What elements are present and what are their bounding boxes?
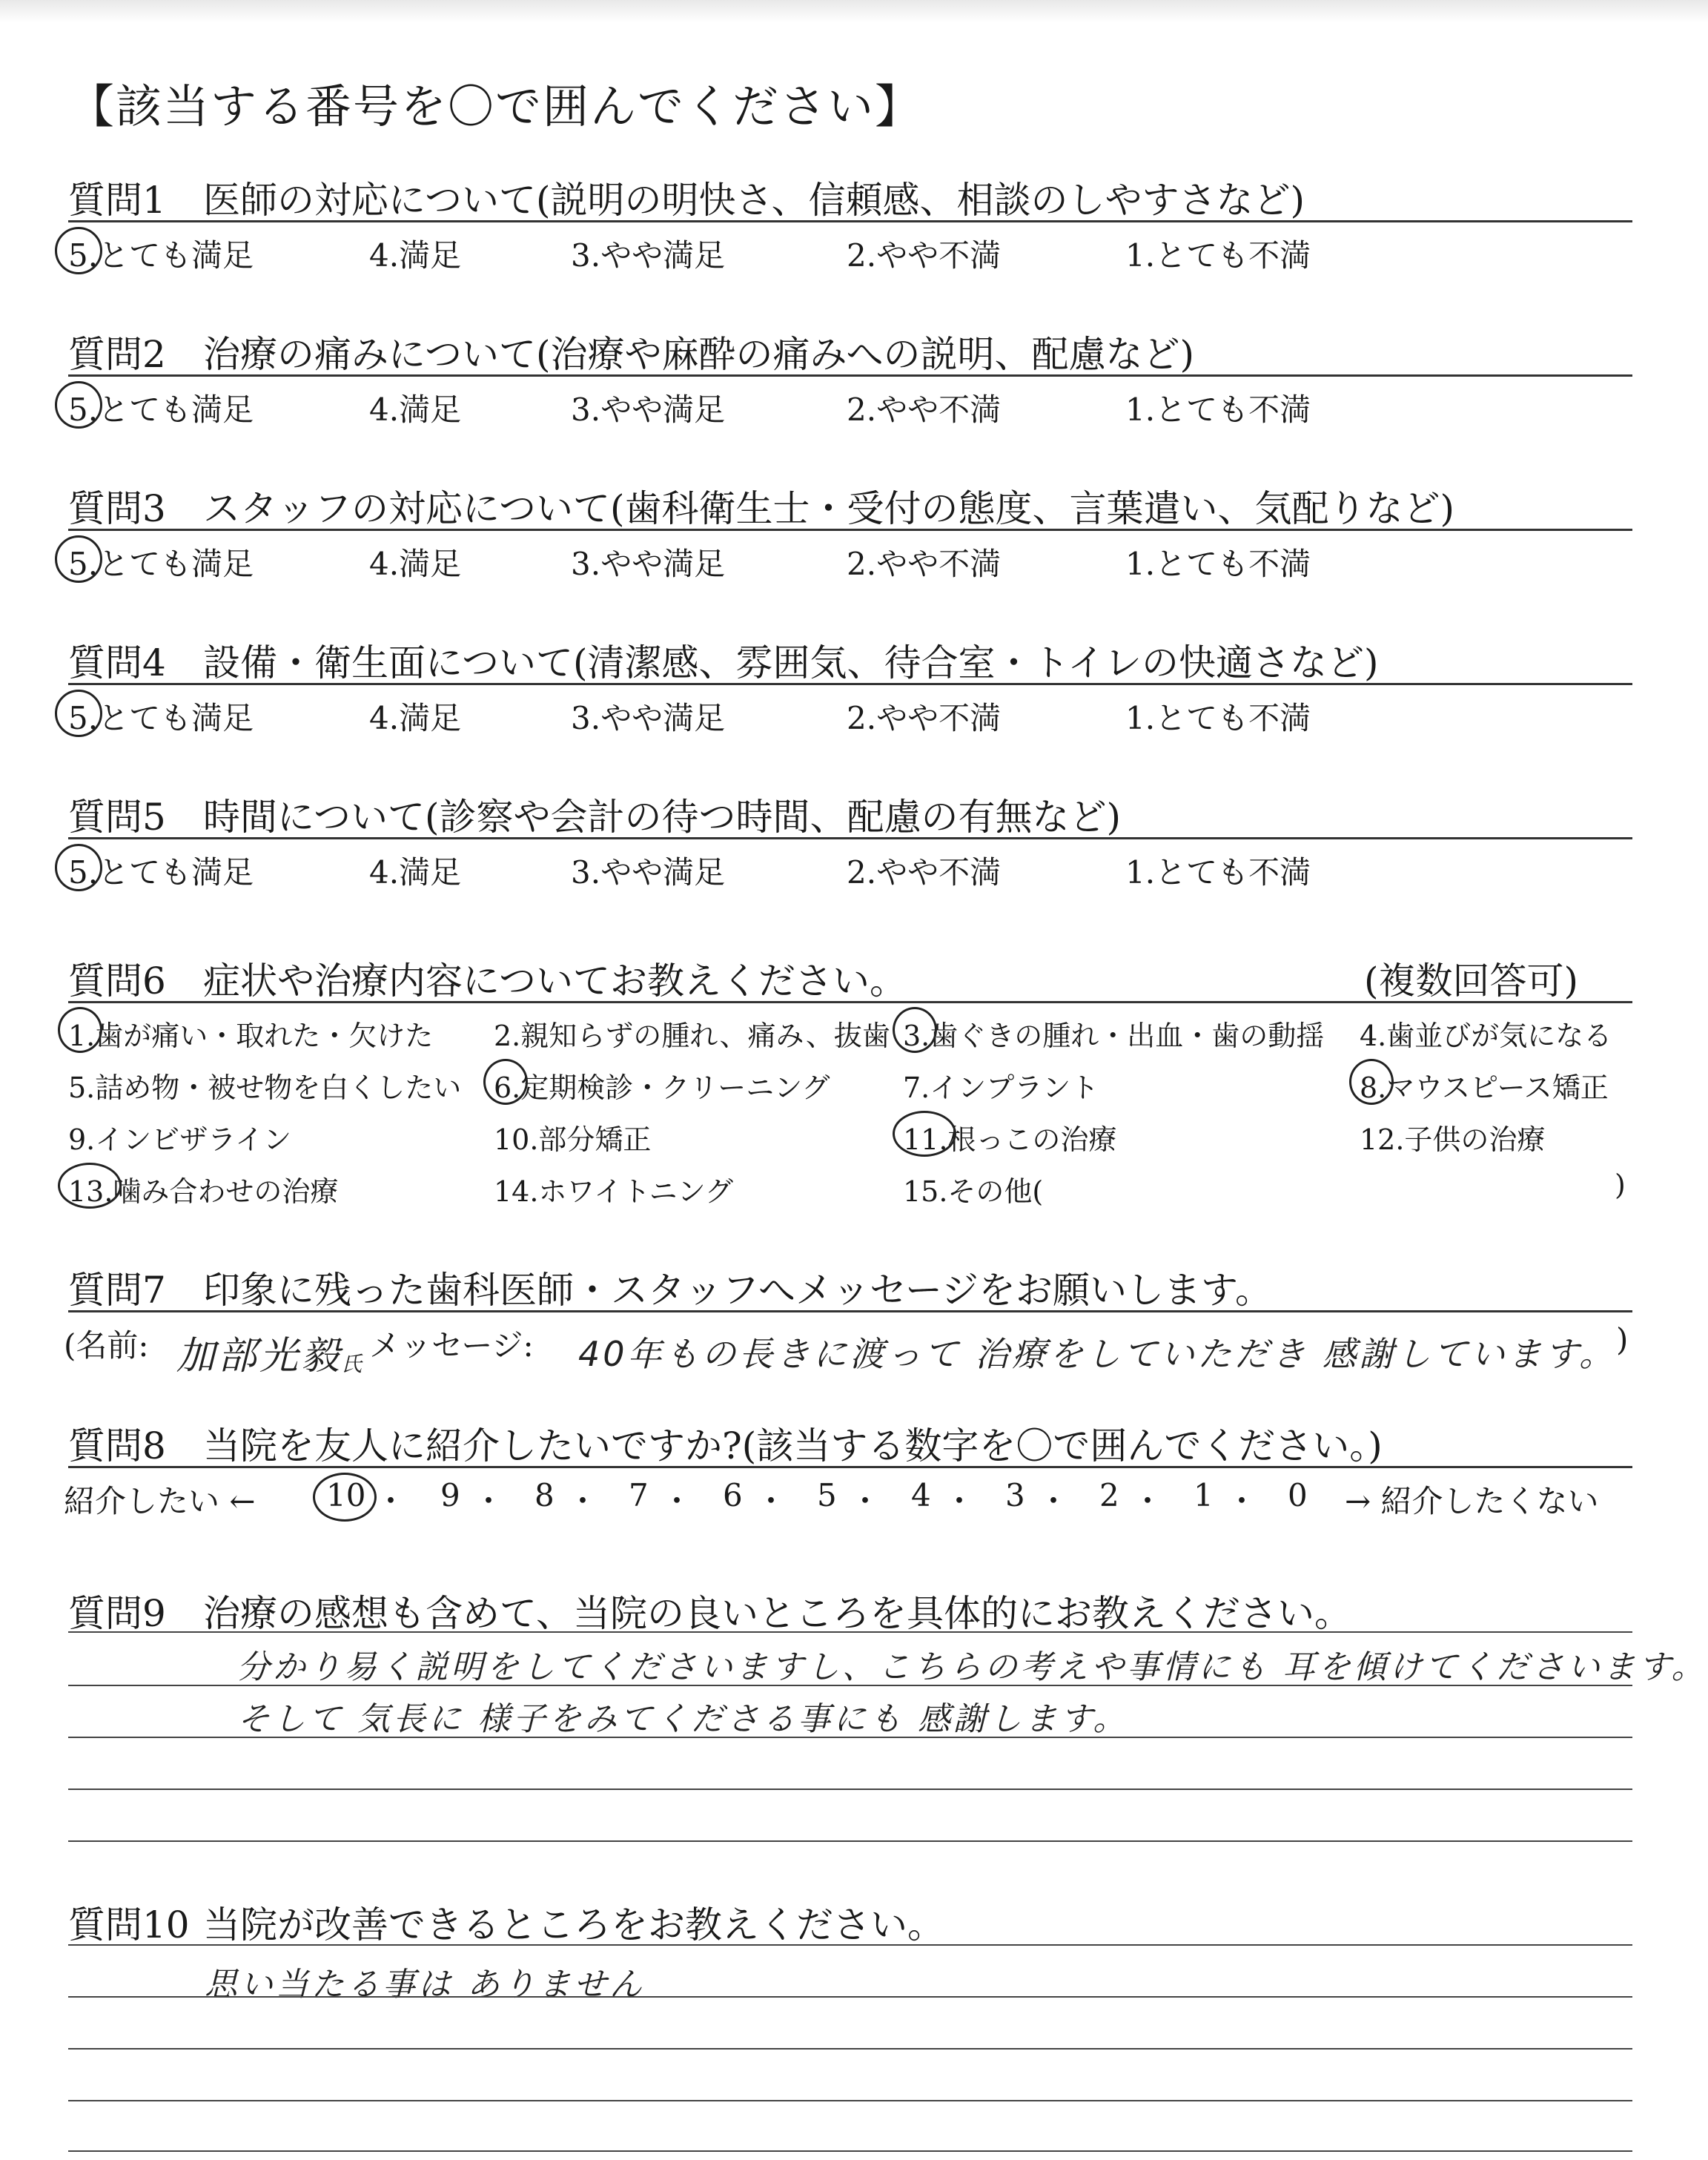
q7-close-paren: ): [1616, 1321, 1629, 1358]
q5-number: 質問5: [68, 796, 166, 839]
q8-number-1[interactable]: 1: [1194, 1477, 1214, 1513]
q8-number-0[interactable]: 0: [1288, 1477, 1308, 1513]
q2-option-2[interactable]: 2.やや不満: [847, 392, 1002, 428]
q7-rule: [68, 1310, 1632, 1312]
q4-selection-circle: [55, 690, 102, 737]
q7-heading: [68, 1261, 1272, 1314]
q6-option-15[interactable]: 15.その他(: [903, 1175, 1044, 1208]
q4-option-1[interactable]: 1.とても不満: [1125, 700, 1311, 736]
q8-separator-dot: ・: [1226, 1483, 1258, 1519]
q9-rule-2: [68, 1737, 1632, 1738]
q4-option-2[interactable]: 2.やや不満: [847, 700, 1002, 736]
q2-option-3[interactable]: 3.やや満足: [571, 392, 726, 428]
q3-option-5[interactable]: 5.とても満足: [68, 546, 254, 582]
q1-number: 質問1: [68, 179, 166, 222]
q6-heading: [68, 951, 907, 1005]
q6-selection-circle: [58, 1163, 122, 1209]
q8-number-2[interactable]: 2: [1099, 1477, 1119, 1513]
q6-option-12[interactable]: 12.子供の治療: [1360, 1123, 1546, 1156]
q8-number-9[interactable]: 9: [440, 1477, 460, 1513]
q8-number-3[interactable]: 3: [1005, 1477, 1025, 1513]
q8-right-label: → 紹介したくない: [1345, 1483, 1599, 1519]
q6-selection-circle: [1349, 1059, 1394, 1105]
q8-separator-dot: ・: [850, 1483, 881, 1519]
q7-number: 質問7: [68, 1269, 166, 1312]
q4-option-4[interactable]: 4.満足: [369, 700, 462, 736]
q5-option-5[interactable]: 5.とても満足: [68, 854, 254, 891]
q6-option-2[interactable]: 2.親知らずの腫れ、痛み、抜歯: [494, 1020, 890, 1052]
q9-heading: [68, 1584, 1351, 1637]
q3-number: 質問3: [68, 487, 166, 530]
q3-option-4[interactable]: 4.満足: [369, 546, 462, 582]
q1-selection-circle: [55, 227, 102, 274]
q8-separator-dot: ・: [661, 1483, 693, 1519]
q10-text: 当院が改善できるところをお教えください。: [203, 1903, 944, 1946]
q6-option-7[interactable]: 7.インプラント: [903, 1071, 1099, 1104]
q4-text: 設備・衛生面について(清潔感、雰囲気、待合室・トイレの快適さなど): [203, 641, 1379, 684]
q2-option-5[interactable]: 5.とても満足: [68, 392, 254, 428]
q6-selection-circle: [893, 1007, 937, 1053]
q6-number: 質問6: [68, 960, 166, 1003]
q9-answer-line-1[interactable]: 分かり易く説明をしてくださいますし、こちらの考えや事情にも 耳を傾けてくださいます。: [237, 1648, 1707, 1686]
q4-heading: [68, 633, 1379, 687]
q9-text: 治療の感想も含めて、当院の良いところを具体的にお教えください。: [203, 1592, 1351, 1635]
scan-edge: [0, 0, 1708, 22]
q2-option-1[interactable]: 1.とても不満: [1125, 392, 1311, 428]
q6-option-10[interactable]: 10.部分矯正: [494, 1123, 652, 1156]
q8-number: 質問8: [68, 1424, 166, 1467]
q6-option-9[interactable]: 9.インビザライン: [68, 1123, 292, 1156]
q8-text: 当院を友人に紹介したいですか?(該当する数字を〇で囲んでください。): [203, 1424, 1383, 1467]
q4-rule: [68, 683, 1632, 685]
q6-selection-circle: [483, 1059, 528, 1105]
q6-text: 症状や治療内容についてお教えください。: [203, 960, 907, 1003]
q6-selection-circle: [893, 1111, 956, 1157]
q2-text: 治療の痛みについて(治療や麻酔の痛みへの説明、配慮など): [203, 333, 1195, 376]
q1-option-2[interactable]: 2.やや不満: [847, 237, 1002, 274]
q8-number-7[interactable]: 7: [629, 1477, 649, 1513]
q1-rule: [68, 220, 1632, 222]
instruction-heading: 【該当する番号を〇で囲んでください】: [68, 79, 923, 133]
q1-option-3[interactable]: 3.やや満足: [571, 237, 726, 274]
q9-number: 質問9: [68, 1592, 166, 1635]
q2-selection-circle: [55, 381, 102, 429]
q5-selection-circle: [55, 844, 102, 891]
q2-heading: [68, 325, 1194, 378]
q6-note: (複数回答可): [1364, 960, 1579, 1003]
q7-message-value[interactable]: 40年もの長きに渡って 治療をしていただき 感謝しています。: [578, 1334, 1617, 1374]
q6-option-13[interactable]: 13.噛み合わせの治療: [68, 1175, 339, 1208]
q9-rule-0: [68, 1631, 1632, 1633]
q3-option-2[interactable]: 2.やや不満: [847, 546, 1002, 582]
q5-rule: [68, 837, 1632, 839]
q8-rule: [68, 1466, 1632, 1468]
q10-rule-2: [68, 2048, 1632, 2050]
q3-option-1[interactable]: 1.とても不満: [1125, 546, 1311, 582]
q3-rule: [68, 529, 1632, 531]
q5-option-1[interactable]: 1.とても不満: [1125, 854, 1311, 891]
q8-number-8[interactable]: 8: [534, 1477, 555, 1513]
q8-number-10[interactable]: 10: [326, 1477, 366, 1513]
q7-message-label: メッセージ:: [369, 1327, 534, 1364]
q6-option-8[interactable]: 8.マウスピース矯正: [1360, 1071, 1609, 1104]
q7-honorific: 氏: [341, 1352, 365, 1376]
q6-option-11[interactable]: 11.根っこの治療: [903, 1123, 1117, 1156]
q9-rule-3: [68, 1789, 1632, 1790]
q6-option-14[interactable]: 14.ホワイトニング: [494, 1175, 734, 1208]
q6-option-6[interactable]: 6.定期検診・クリーニング: [494, 1071, 830, 1104]
q8-separator-dot: ・: [567, 1483, 599, 1519]
q10-rule-4: [68, 2150, 1632, 2152]
q9-answer-line-2[interactable]: そして 気長に 様子をみてくださる事にも 感謝します。: [237, 1700, 1129, 1738]
q10-number: 質問10: [68, 1903, 190, 1946]
q6-option-5[interactable]: 5.詰め物・被せ物を白くしたい: [68, 1071, 462, 1104]
q1-text: 医師の対応について(説明の明快さ、信頼感、相談のしやすさなど): [203, 179, 1305, 222]
q1-heading: [68, 171, 1305, 224]
q2-rule: [68, 374, 1632, 377]
q3-text: スタッフの対応について(歯科衛生士・受付の態度、言葉遣い、気配りなど): [203, 487, 1455, 530]
q3-selection-circle: [55, 535, 102, 583]
q7-name-label: (名前:: [64, 1327, 149, 1364]
q6-option-4[interactable]: 4.歯並びが気になる: [1360, 1020, 1612, 1052]
q4-option-5[interactable]: 5.とても満足: [68, 700, 254, 736]
q7-name-value[interactable]: 加部光毅: [176, 1334, 343, 1378]
q6-option-1[interactable]: 1.歯が痛い・取れた・欠けた: [68, 1020, 434, 1052]
q1-option-1[interactable]: 1.とても不満: [1125, 237, 1311, 274]
q4-option-3[interactable]: 3.やや満足: [571, 700, 726, 736]
q10-rule-1: [68, 1996, 1632, 1998]
q9-rule-1: [68, 1685, 1632, 1686]
q10-rule-0: [68, 1944, 1632, 1946]
q5-option-4[interactable]: 4.満足: [369, 854, 462, 891]
q10-answer-line-1[interactable]: 思い当たる事は ありません: [205, 1966, 645, 2004]
q8-heading: [68, 1416, 1383, 1470]
q9-rule-4: [68, 1840, 1632, 1842]
q5-text: 時間について(診察や会計の待つ時間、配慮の有無など): [203, 796, 1122, 839]
q1-option-4[interactable]: 4.満足: [369, 237, 462, 274]
q7-text: 印象に残った歯科医師・スタッフへメッセージをお願いします。: [203, 1269, 1272, 1312]
q5-heading: [68, 787, 1121, 841]
q6-selection-circle: [58, 1007, 102, 1053]
q8-number-4[interactable]: 4: [911, 1477, 931, 1513]
q6-option-16: ): [1615, 1169, 1626, 1201]
q6-option-3[interactable]: 3.歯ぐきの腫れ・出血・歯の動揺: [903, 1020, 1325, 1052]
q8-separator-dot: ・: [1038, 1483, 1070, 1519]
q10-rule-3: [68, 2100, 1632, 2101]
q8-separator-dot: ・: [944, 1483, 976, 1519]
q1-option-5[interactable]: 5.とても満足: [68, 237, 254, 274]
q6-rule: [68, 1001, 1632, 1003]
q8-selection-circle: [313, 1473, 377, 1522]
q8-separator-dot: ・: [375, 1483, 407, 1519]
q2-number: 質問2: [68, 333, 166, 376]
q8-separator-dot: ・: [473, 1483, 505, 1519]
q5-option-3[interactable]: 3.やや満足: [571, 854, 726, 891]
q8-separator-dot: ・: [1132, 1483, 1164, 1519]
q3-heading: [68, 479, 1454, 532]
q8-number-5[interactable]: 5: [817, 1477, 837, 1513]
q8-number-6[interactable]: 6: [723, 1477, 743, 1513]
q8-left-label: 紹介したい ←: [64, 1483, 256, 1519]
q3-option-3[interactable]: 3.やや満足: [571, 546, 726, 582]
q10-heading: [68, 1895, 944, 1949]
q5-option-2[interactable]: 2.やや不満: [847, 854, 1002, 891]
q4-number: 質問4: [68, 641, 166, 684]
q8-separator-dot: ・: [755, 1483, 787, 1519]
q2-option-4[interactable]: 4.満足: [369, 392, 462, 428]
